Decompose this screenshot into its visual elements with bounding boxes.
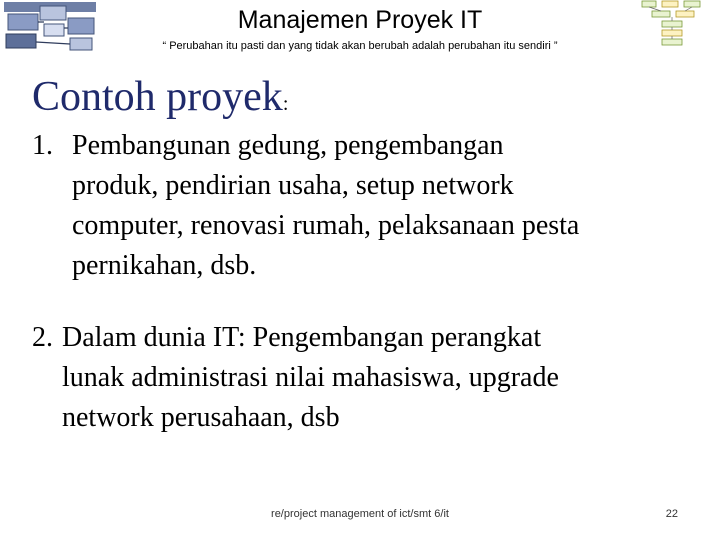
header-quote: “ Perubahan itu pasti dan yang tidak akan berubah adalah perubahan itu sendiri ” (162, 40, 558, 52)
slide-title (32, 76, 288, 118)
list-item-line: Dalam dunia IT: Pengembangan perangkat (62, 322, 542, 353)
list-item-line: lunak administrasi nilai mahasiswa, upgrade (62, 362, 559, 393)
list-item-line: network perusahaan, dsb (62, 402, 340, 433)
footer-text: re/project management of ict/smt 6/it (271, 508, 449, 520)
list-item-number: 1. (32, 130, 53, 161)
list-item-line: computer, renovasi rumah, pelaksanaan pesta (72, 210, 580, 241)
list-item-text (72, 126, 692, 286)
header-title: Manajemen Proyek IT (237, 6, 483, 34)
list-item-line: pernikahan, dsb. (72, 250, 257, 281)
slide-title-colon: : (282, 93, 289, 115)
list-item-text (62, 318, 692, 438)
page-number: 22 (665, 508, 678, 520)
list-item-line: produk, pendirian usaha, setup network (72, 170, 514, 201)
list-item-number: 2. (32, 322, 53, 353)
slide-title-text: Contoh proyek (32, 74, 283, 120)
list-item-line: Pembangunan gedung, pengembangan (72, 130, 504, 161)
